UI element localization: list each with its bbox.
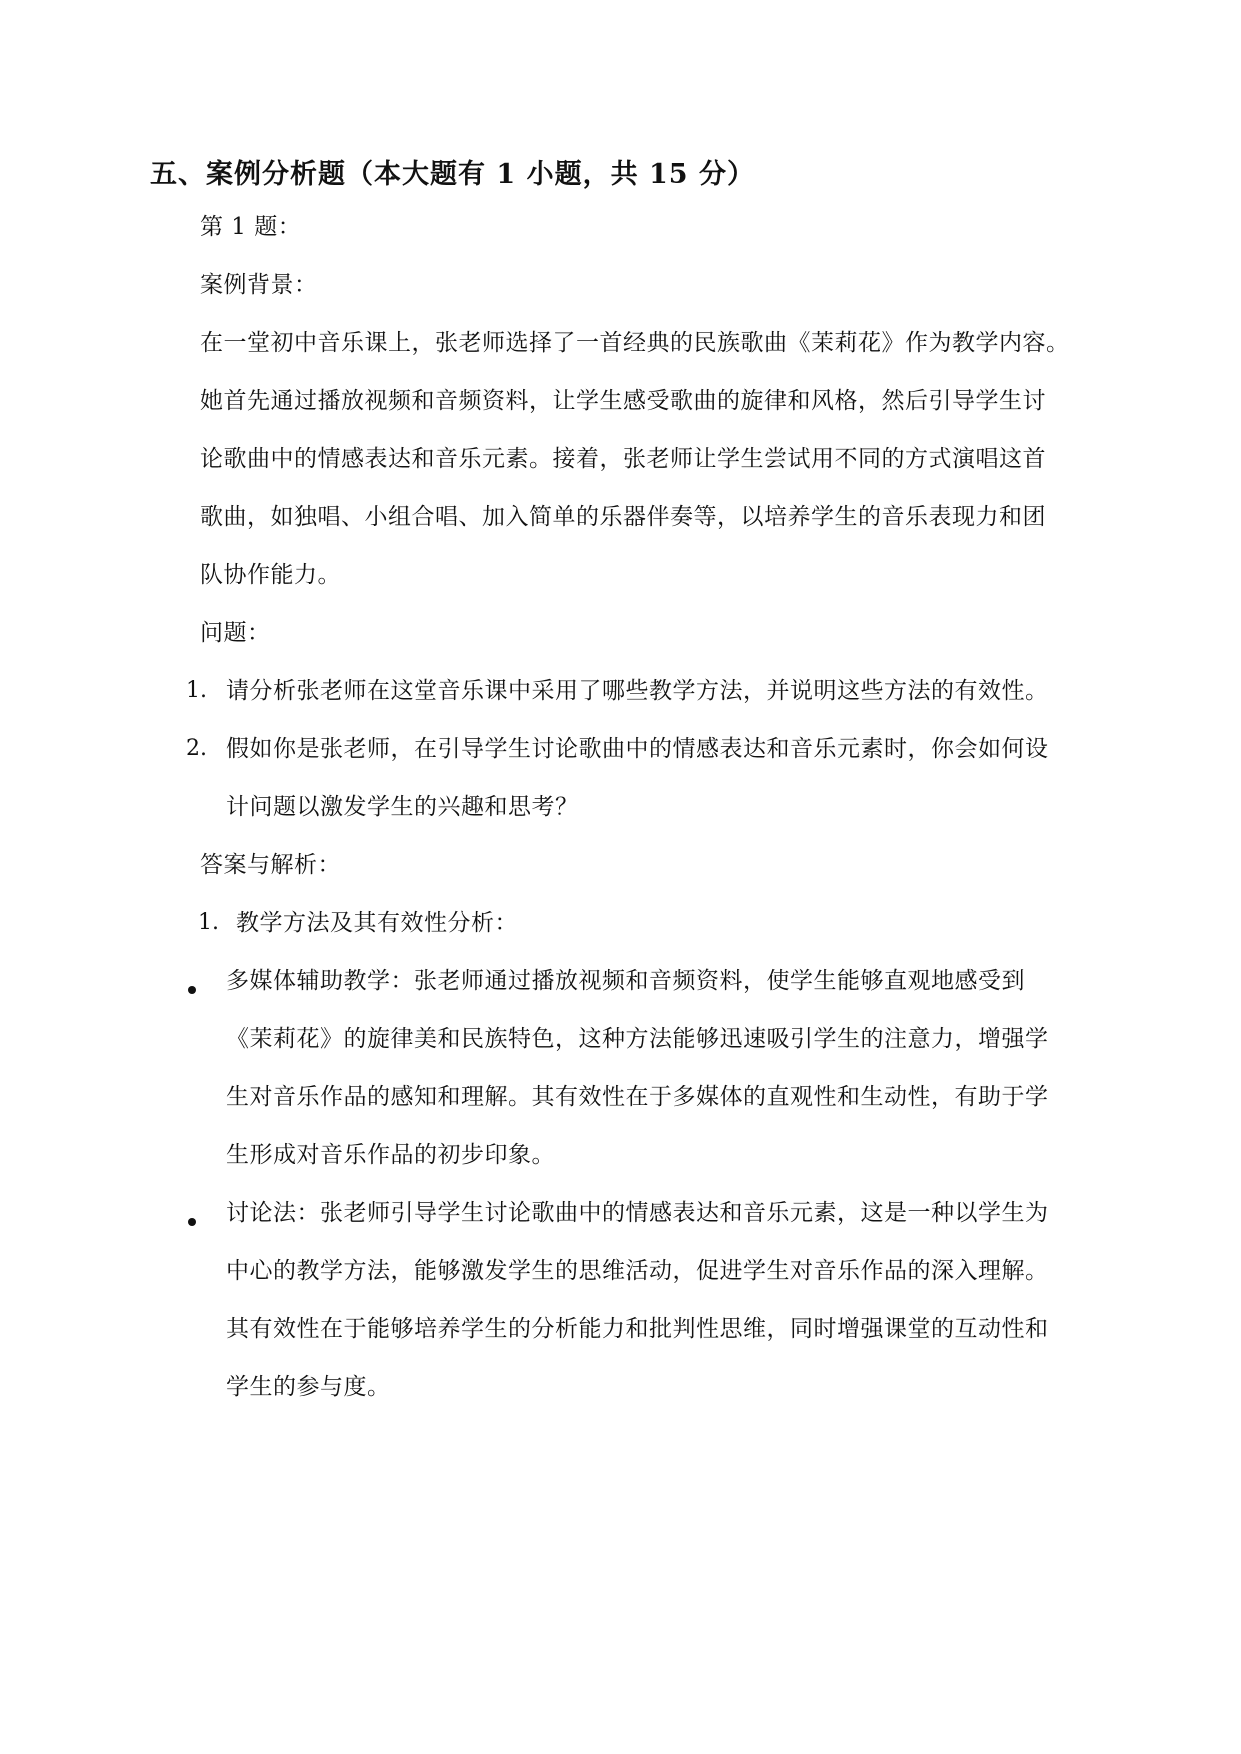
bullet-line: 学生的参与度。 <box>226 1374 391 1400</box>
bullet-line: 讨论法：张老师引导学生讨论歌曲中的情感表达和音乐元素，这是一种以学生为 <box>226 1200 1049 1226</box>
section-heading: 五、案例分析题（本大题有 1 小题，共 15 分） <box>150 159 755 190</box>
bullet-line: 生形成对音乐作品的初步印象。 <box>226 1142 555 1168</box>
list-marker: 1. <box>198 910 219 935</box>
bullet-line: 生对音乐作品的感知和理解。其有效性在于多媒体的直观性和生动性，有助于学 <box>226 1084 1049 1110</box>
bullet-icon <box>188 1218 196 1226</box>
answer-label: 答案与解析： <box>200 852 341 878</box>
paragraph-line: 在一堂初中音乐课上，张老师选择了一首经典的民族歌曲《茉莉花》作为教学内容。 <box>200 330 1070 356</box>
list-marker: 2. <box>186 736 207 761</box>
list-marker: 1. <box>186 678 207 703</box>
bullet-line: 中心的教学方法，能够激发学生的思维活动，促进学生对音乐作品的深入理解。 <box>226 1258 1049 1284</box>
paragraph-line: 歌曲，如独唱、小组合唱、加入简单的乐器伴奏等，以培养学生的音乐表现力和团 <box>200 504 1046 530</box>
bullet-icon <box>188 986 196 994</box>
bullet-line: 其有效性在于能够培养学生的分析能力和批判性思维，同时增强课堂的互动性和 <box>226 1316 1049 1342</box>
answer-subheading: 教学方法及其有效性分析： <box>236 910 518 936</box>
question-item-line: 假如你是张老师，在引导学生讨论歌曲中的情感表达和音乐元素时，你会如何设 <box>226 736 1049 762</box>
paragraph-line: 论歌曲中的情感表达和音乐元素。接着，张老师让学生尝试用不同的方式演唱这首 <box>200 446 1046 472</box>
question-number-label: 第 1 题： <box>200 214 302 240</box>
bullet-line: 《茉莉花》的旋律美和民族特色，这种方法能够迅速吸引学生的注意力，增强学 <box>226 1026 1049 1052</box>
bullet-line: 多媒体辅助教学：张老师通过播放视频和音频资料，使学生能够直观地感受到 <box>226 968 1025 994</box>
background-label: 案例背景： <box>200 272 318 298</box>
paragraph-line: 队协作能力。 <box>200 562 341 588</box>
paragraph-line: 她首先通过播放视频和音频资料，让学生感受歌曲的旋律和风格，然后引导学生讨 <box>200 388 1046 414</box>
question-item-line: 请分析张老师在这堂音乐课中采用了哪些教学方法，并说明这些方法的有效性。 <box>226 678 1049 704</box>
questions-label: 问题： <box>200 620 271 646</box>
question-item-line: 计问题以激发学生的兴趣和思考？ <box>226 794 579 820</box>
